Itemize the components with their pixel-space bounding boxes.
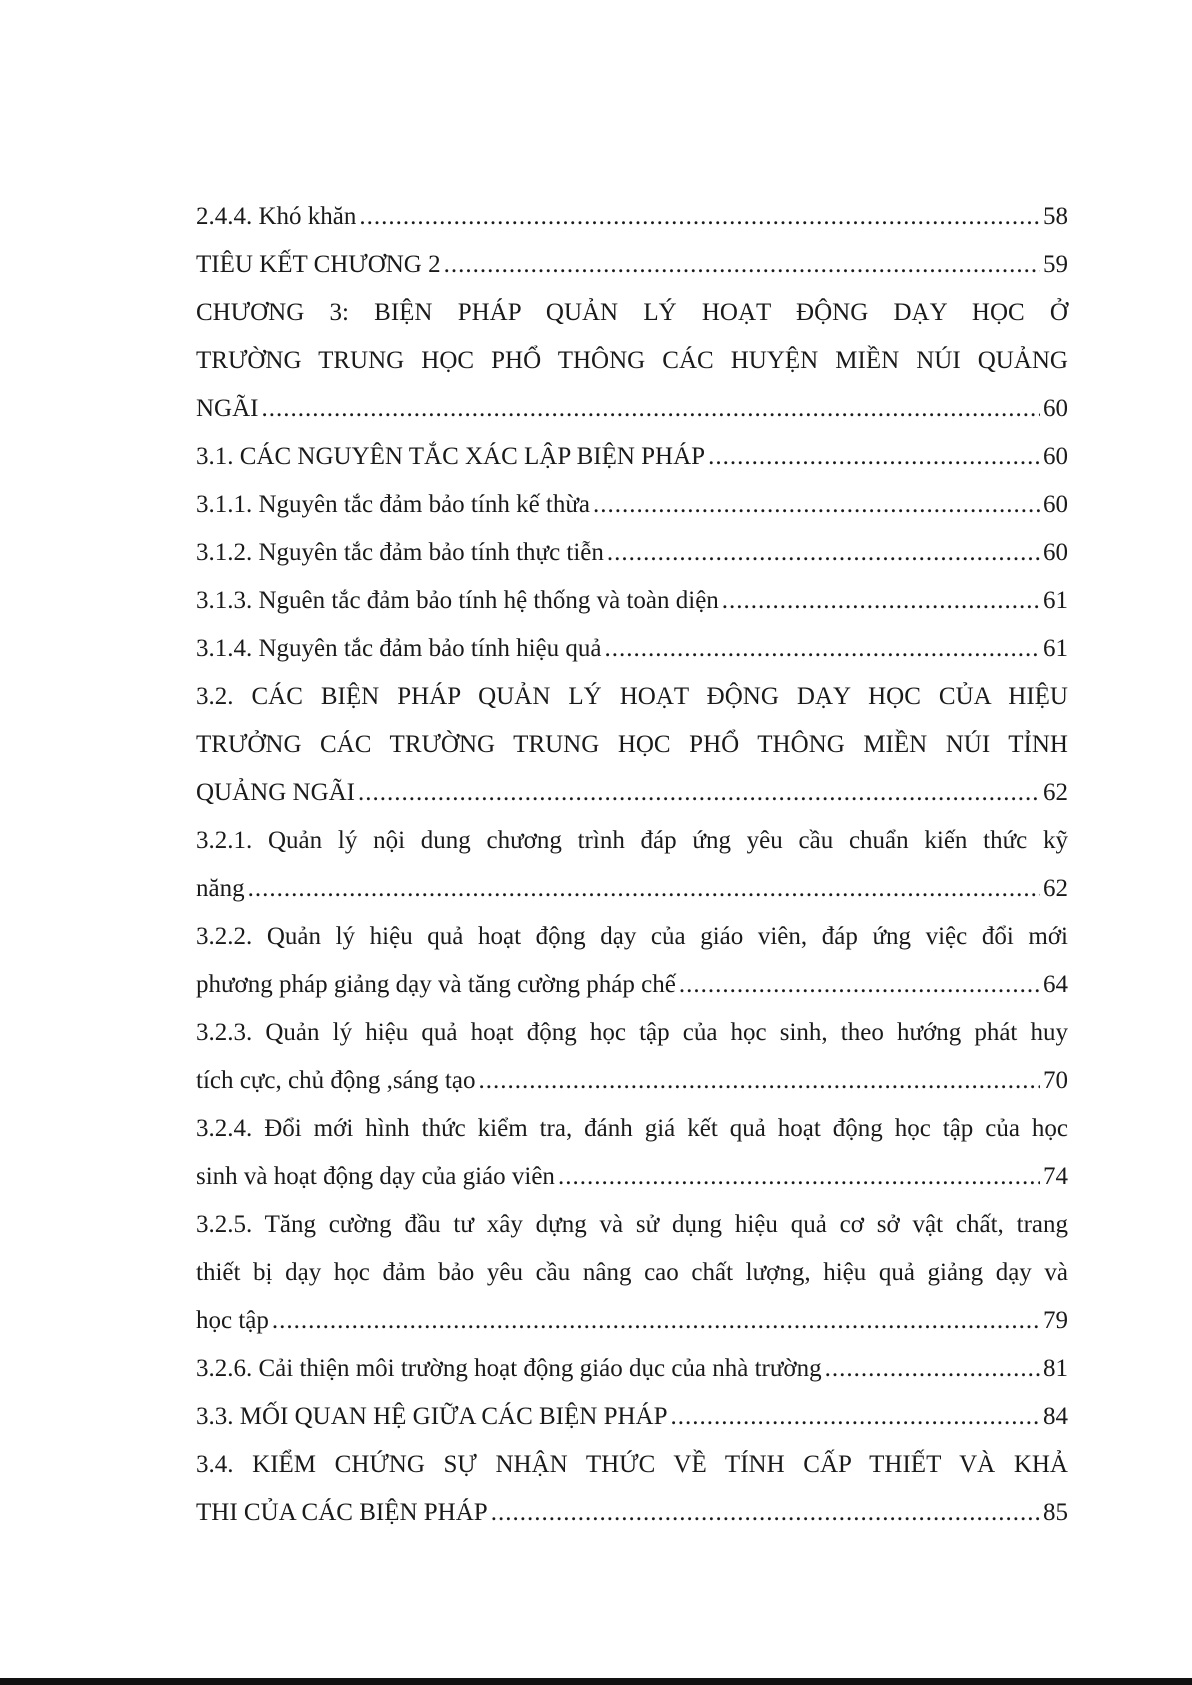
toc-entry-title-line: 3.2.1. Quản lý nội dung chương trình đáp ứng yêu cầu chuẩn kiến thức kỹ (196, 827, 1068, 854)
toc-entry-title: 3.3. MỐI QUAN HỆ GIỮA CÁC BIỆN PHÁP (196, 1403, 668, 1430)
dot-leader (478, 1057, 1040, 1105)
dot-leader (444, 241, 1040, 289)
toc-page-number: 85 (1043, 1499, 1068, 1526)
dot-leader (722, 577, 1040, 625)
toc-entry[interactable] (196, 1201, 1068, 1345)
toc-entry[interactable] (196, 817, 1068, 913)
toc-entry-title: TIÊU KẾT CHƯƠNG 2 (196, 251, 441, 278)
toc-page-number: 79 (1043, 1307, 1068, 1334)
toc-entry-final-line (196, 241, 1068, 289)
dot-leader (248, 865, 1040, 913)
toc-entry-title: QUẢNG NGÃI (196, 779, 356, 806)
toc-entry-title: sinh và hoạt động dạy của giáo viên (196, 1163, 555, 1190)
toc-page-number: 84 (1043, 1403, 1068, 1430)
dot-leader (607, 529, 1040, 577)
dot-leader (272, 1297, 1040, 1345)
toc-entry-title-line: 3.2. CÁC BIỆN PHÁP QUẢN LÝ HOẠT ĐỘNG DẠY HỌC CỦA HIỆU (196, 683, 1068, 710)
toc-page-number: 60 (1043, 539, 1068, 566)
toc-entry-final-line (196, 385, 1068, 433)
toc-entry-title-line: 3.2.3. Quản lý hiệu quả hoạt động học tập của học sinh, theo hướng phát huy (196, 1019, 1068, 1046)
toc-entry-title: 2.4.4. Khó khăn (196, 203, 357, 230)
toc-entry[interactable] (196, 1105, 1068, 1201)
toc-entry-title: 3.1.1. Nguyên tắc đảm bảo tính kế thừa (196, 491, 591, 518)
toc-entry-title: 3.2.6. Cải thiện môi trường hoạt động giáo dục của nhà trường (196, 1355, 822, 1382)
toc-entry-title: năng (196, 875, 245, 902)
toc-entry-final-line (196, 529, 1068, 577)
toc-page-number: 70 (1043, 1067, 1068, 1094)
toc-entry-final-line (196, 1345, 1068, 1393)
toc-entry[interactable] (196, 577, 1068, 625)
toc-entry-title-line: 3.2.4. Đổi mới hình thức kiểm tra, đánh giá kết quả hoạt động học tập của học (196, 1115, 1068, 1142)
toc-entry-final-line (196, 769, 1068, 817)
toc-entry-title: THI CỦA CÁC BIỆN PHÁP (196, 1499, 488, 1526)
toc-entry[interactable] (196, 289, 1068, 433)
toc-entry[interactable] (196, 913, 1068, 1009)
toc-entry-final-line (196, 1393, 1068, 1441)
toc-entry[interactable] (196, 193, 1068, 241)
toc-entry[interactable] (196, 1393, 1068, 1441)
dot-leader (604, 625, 1040, 673)
dot-leader (593, 481, 1040, 529)
toc-page-number: 60 (1043, 395, 1068, 422)
toc-entry-title: NGÃI (196, 395, 259, 422)
toc-entry-title: 3.1. CÁC NGUYÊN TẮC XÁC LẬP BIỆN PHÁP (196, 443, 706, 470)
toc-page-number: 61 (1043, 635, 1068, 662)
dot-leader (491, 1489, 1040, 1537)
toc-page-number: 62 (1043, 779, 1068, 806)
toc-entry-final-line (196, 193, 1068, 241)
toc-entry[interactable] (196, 673, 1068, 817)
toc-entry-title-line: 3.2.5. Tăng cường đầu tư xây dựng và sử dụng hiệu quả cơ sở vật chất, trang (196, 1211, 1068, 1238)
toc-entry-final-line (196, 1057, 1068, 1105)
toc-entry-title: 3.1.3. Nguên tắc đảm bảo tính hệ thống và toàn diện (196, 587, 719, 614)
toc-entry-title-line: 3.4. KIỂM CHỨNG SỰ NHẬN THỨC VỀ TÍNH CẤP THIẾT VÀ KHẢ (196, 1451, 1068, 1478)
toc-entry-title-line: TRƯỞNG CÁC TRƯỜNG TRUNG HỌC PHỔ THÔNG MIỀN NÚI TỈNH (196, 731, 1068, 758)
toc-entry-title: tích cực, chủ động ,sáng tạo (196, 1067, 476, 1094)
toc-entry[interactable] (196, 625, 1068, 673)
toc-entry-title: học tập (196, 1307, 269, 1334)
toc-entry[interactable] (196, 1009, 1068, 1105)
dot-leader (558, 1153, 1040, 1201)
toc-entry-title: phương pháp giảng dạy và tăng cường pháp chế (196, 971, 676, 998)
dot-leader (708, 433, 1040, 481)
toc-entry-title-line: TRƯỜNG TRUNG HỌC PHỔ THÔNG CÁC HUYỆN MIỀN NÚI QUẢNG (196, 347, 1068, 374)
toc-entry[interactable] (196, 241, 1068, 289)
toc-entry-final-line (196, 481, 1068, 529)
toc-entry-final-line (196, 625, 1068, 673)
toc-page-number: 58 (1043, 203, 1068, 230)
toc-entry[interactable] (196, 1441, 1068, 1537)
toc-page-number: 61 (1043, 587, 1068, 614)
toc-entry[interactable] (196, 481, 1068, 529)
toc-entry[interactable] (196, 1345, 1068, 1393)
toc-entry-final-line (196, 1153, 1068, 1201)
toc-page-number: 60 (1043, 443, 1068, 470)
toc-entry-title: 3.1.2. Nguyên tắc đảm bảo tính thực tiễn (196, 539, 604, 566)
toc-entry-final-line (196, 865, 1068, 913)
toc-entry-final-line (196, 961, 1068, 1009)
toc-entry-final-line (196, 1489, 1068, 1537)
toc-page-number: 59 (1043, 251, 1068, 278)
toc-entry-title-line: thiết bị dạy học đảm bảo yêu cầu nâng cao chất lượng, hiệu quả giảng dạy và (196, 1259, 1068, 1286)
table-of-contents (196, 193, 1068, 1537)
toc-entry-title-line: CHƯƠNG 3: BIỆN PHÁP QUẢN LÝ HOẠT ĐỘNG DẠY HỌC Ở (196, 299, 1068, 326)
toc-entry-final-line (196, 577, 1068, 625)
toc-entry[interactable] (196, 433, 1068, 481)
toc-page-number: 64 (1043, 971, 1068, 998)
toc-page-number: 74 (1043, 1163, 1068, 1190)
toc-entry[interactable] (196, 529, 1068, 577)
toc-page-number: 60 (1043, 491, 1068, 518)
bottom-edge-rule (0, 1678, 1192, 1685)
dot-leader (825, 1345, 1040, 1393)
dot-leader (679, 961, 1040, 1009)
toc-page-number: 81 (1043, 1355, 1068, 1382)
toc-entry-title: 3.1.4. Nguyên tắc đảm bảo tính hiệu quả (196, 635, 602, 662)
toc-entry-title-line: 3.2.2. Quản lý hiệu quả hoạt động dạy của giáo viên, đáp ứng việc đổi mới (196, 923, 1068, 950)
dot-leader (671, 1393, 1041, 1441)
toc-page-number: 62 (1043, 875, 1068, 902)
toc-entry-final-line (196, 433, 1068, 481)
toc-entry-final-line (196, 1297, 1068, 1345)
dot-leader (358, 769, 1040, 817)
dot-leader (262, 385, 1041, 433)
dot-leader (359, 193, 1040, 241)
